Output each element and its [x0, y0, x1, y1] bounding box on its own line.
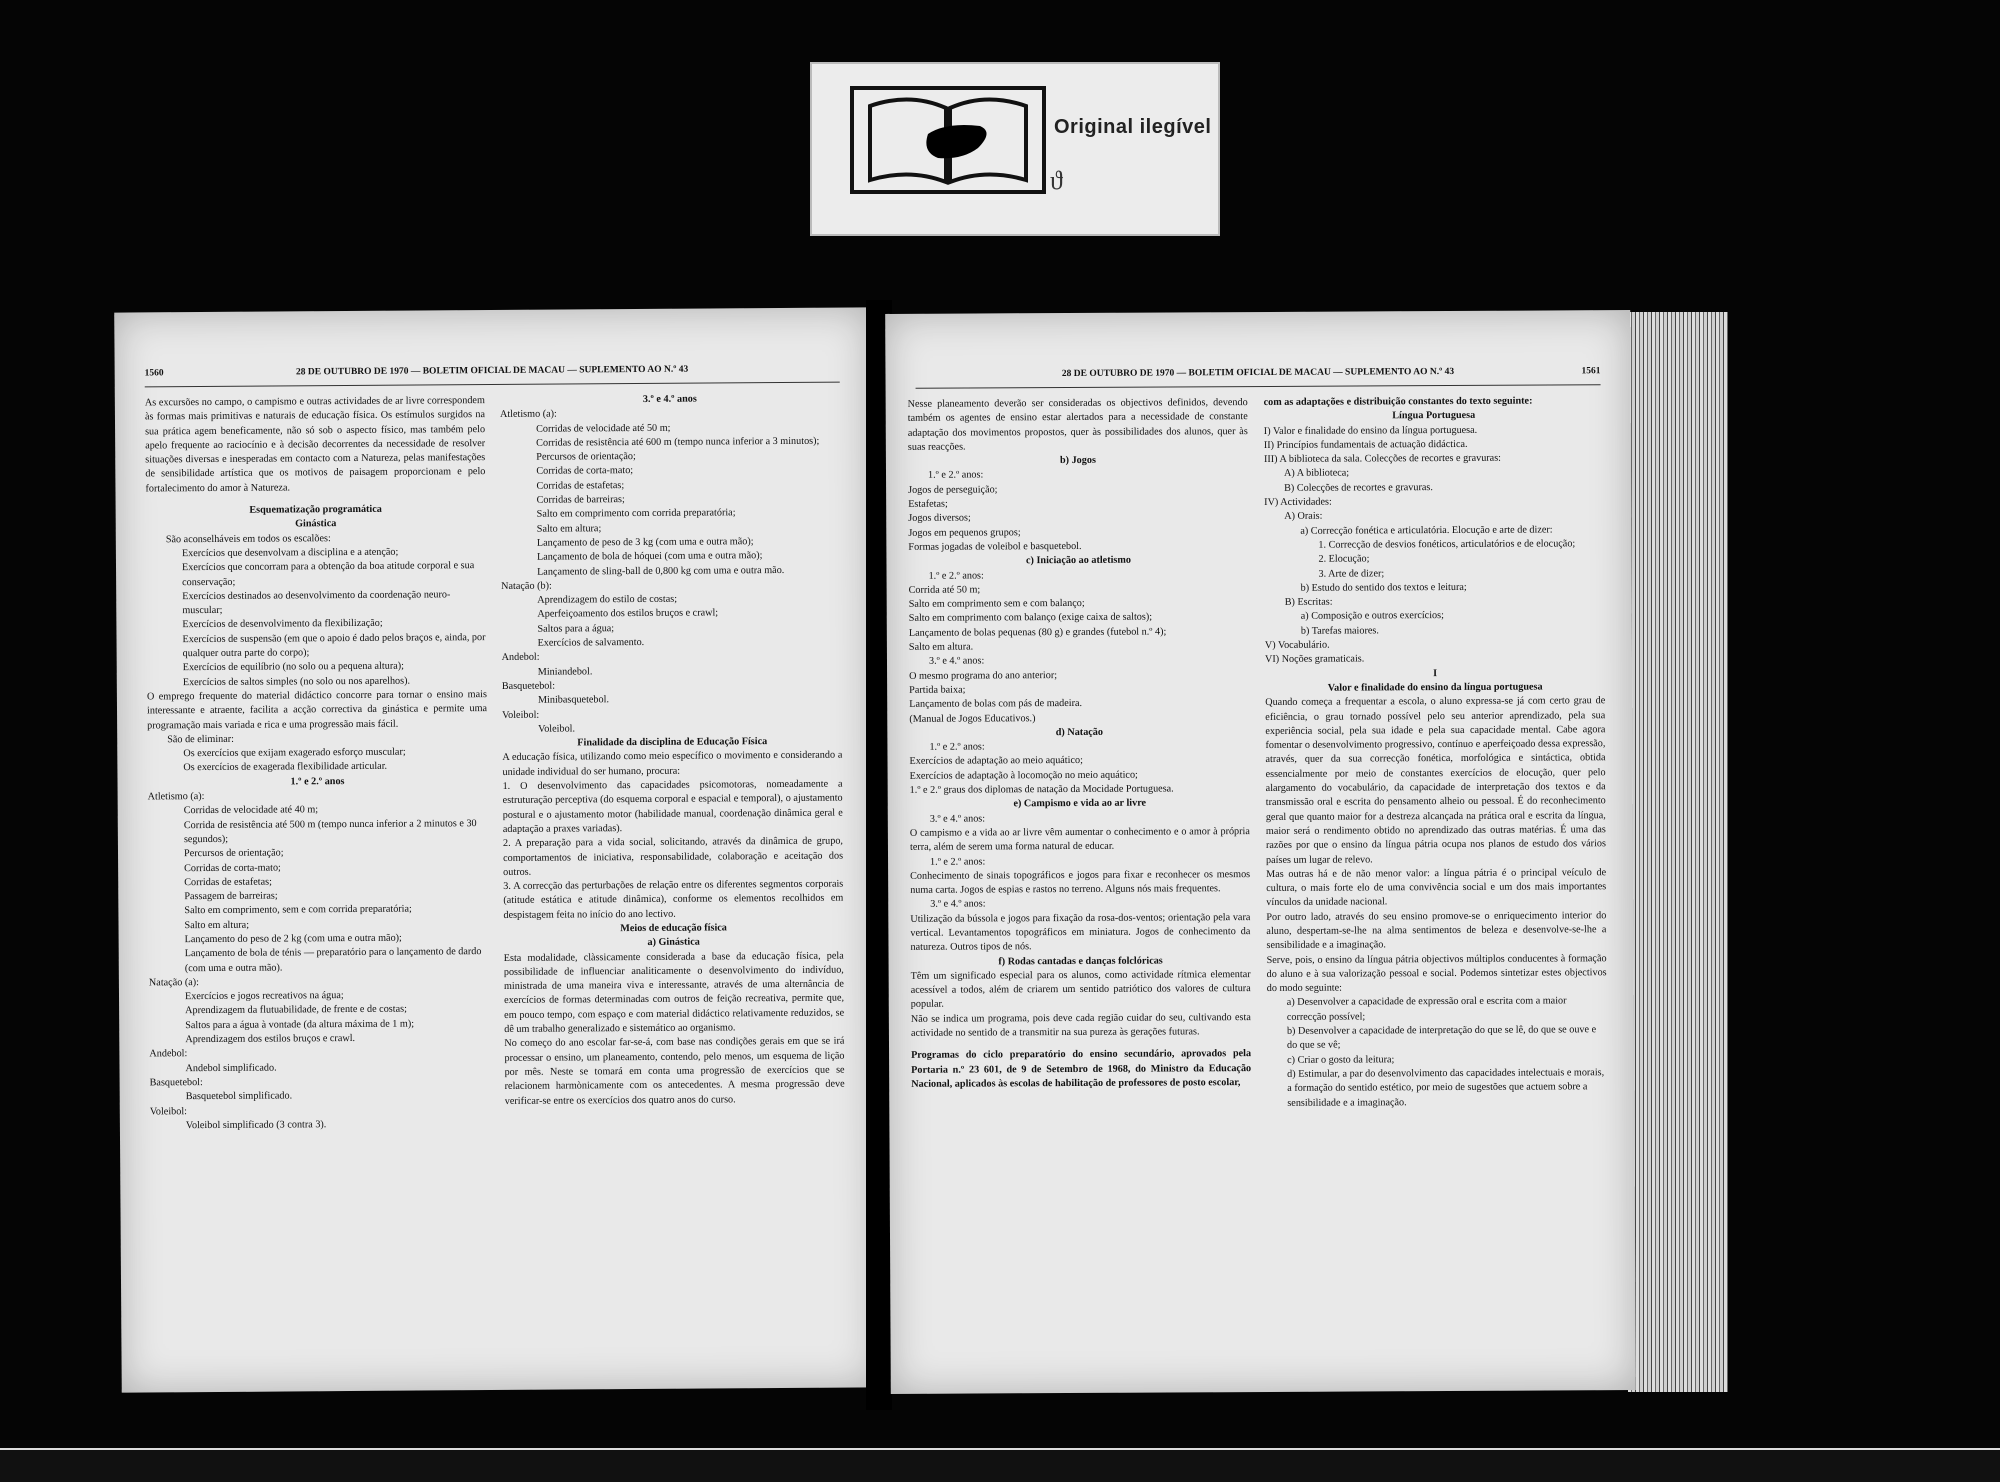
- text-line: 2. A preparação para a vida social, solicitando, através da dinâmica de grupo, comportamentos de iniciativa, responsabilidade, colaboração e aceitação dos outros.: [502, 835, 844, 878]
- text-line: Os exercícios de exagerada flexibilidade articular.: [183, 761, 388, 774]
- text-line: com as adaptações e distribuição constantes do texto seguinte:: [1263, 395, 1533, 408]
- text-line: Exercícios de adaptação ao meio aquático;: [909, 755, 1083, 768]
- text-line: 3.º e 4.º anos:: [929, 813, 986, 825]
- text-line: Lançamento de bolas pequenas (80 g) e grandes (futebol n.º 4);: [908, 626, 1167, 639]
- text-line: Basquetebol:: [149, 1077, 203, 1089]
- text-line: Percursos de orientação;: [183, 847, 284, 860]
- section-heading: Esquematização programática: [249, 503, 382, 516]
- text-line: Exercícios de desenvolvimento da flexibilização;: [182, 618, 383, 631]
- text-line: Lançamento de bolas com pás de madeira.: [909, 698, 1083, 711]
- text-line: 3. Arte de dizer;: [1318, 567, 1385, 580]
- text-line: 2. Elocução;: [1318, 553, 1370, 565]
- handwritten-mark: ϑ: [1050, 166, 1063, 195]
- text-line: Jogos diversos;: [908, 512, 971, 525]
- text-line: Lançamento de bola de ténis — preparatório para o lançamento de dardo (com uma e outra mão).: [184, 946, 482, 974]
- text-line: b) Estudo do sentido dos textos e leitura;: [1300, 581, 1467, 594]
- right-column-2: [1264, 394, 1609, 1372]
- text-line: V) Vocabulário.: [1264, 639, 1330, 652]
- right-page: [885, 310, 1636, 1394]
- text-line: Lançamento do peso de 2 kg (com uma e outra mão);: [184, 932, 402, 946]
- text-line: Salto em altura.: [908, 641, 974, 653]
- text-line: Serve, pois, o ensino da língua pátria objectivos múltiplos conducentes à formação do aluno e à sua valorização pessoal e social. Podemos sintetizar estes objectivos do modo seguinte:: [1266, 952, 1607, 995]
- text-line: Voleibol:: [502, 709, 540, 721]
- text-line: Utilização da bússola e jogos para fixação da rosa-dos-ventos; orientação pela vara vertical. Levantamentos topográficos em miniatura. Jogos de conhecimento da natureza. Outros tipos de nós.: [910, 911, 1251, 954]
- section-heading: e) Campismo e vida ao ar livre: [1013, 797, 1147, 810]
- text-line: Percursos de orientação;: [536, 451, 636, 463]
- text-line: Não se indica um programa, pois deve cada região cuidar do seu, cultivando esta actividade no sentido de a transmitir na sua pureza às gerações futuras.: [910, 1011, 1251, 1039]
- text-line: Corrida até 50 m;: [908, 584, 981, 596]
- text-line: Salto em comprimento, sem e com corrida preparatória;: [184, 903, 412, 917]
- text-line: 1.º e 2.º anos:: [929, 741, 985, 753]
- text-line: Saltos para a água à vontade (da altura máxima de 1 m);: [185, 1018, 415, 1031]
- text-line: Aprendizagem da flutuabilidade, de frente e de costas;: [185, 1004, 407, 1017]
- film-bottom-strip: [0, 1448, 2000, 1482]
- text-line: B) Escritas:: [1284, 596, 1333, 609]
- text-line: Aprendizagem do estilo de costas;: [537, 593, 678, 606]
- text-line: O emprego frequente do material didáctico concorre para tornar o ensino mais interessante e atraente, facilita a acção correctiva da ginástica e permite uma programação mais variada e rica e uma progressão mais fácil.: [146, 688, 488, 731]
- text-line: 1.º e 2.º graus dos diplomas de natação da Mocidade Portuguesa.: [909, 783, 1174, 796]
- text-line: Corridas de corta-mato;: [184, 861, 281, 874]
- text-line: Salto em comprimento sem e com balanço;: [908, 598, 1085, 610]
- section-heading: 3.º e 4.º anos: [642, 393, 697, 405]
- text-line: Aprendizagem dos estilos bruços e crawl.: [185, 1033, 356, 1046]
- text-line: Exercícios que desenvolvam a disciplina e a atenção;: [181, 546, 399, 560]
- text-line: Miniandebol.: [537, 665, 593, 678]
- open-book-icon: [850, 86, 1046, 194]
- text-line: Saltos para a água;: [537, 622, 615, 635]
- section-heading: b) Jogos: [1059, 455, 1096, 467]
- text-line: Jogos de perseguição;: [908, 484, 998, 496]
- text-line: Corridas de barreiras;: [536, 494, 625, 506]
- text-line: A) Orais:: [1284, 511, 1323, 523]
- text-line: Programas do ciclo preparatório do ensino secundário, aprovados pela Portaria n.º 23 601, de 9 de Setembro de 1968, do Ministro da Educação Nacional, aplicados às escolas de habilitação de professores de posto escolar,: [911, 1048, 1252, 1090]
- left-running-header: [145, 364, 840, 383]
- text-line: Nesse planeamento deverão ser consideradas os objectivos definidos, devendo também os agentes de ensino estar alertados para a necessidade de constante adaptação dos movimentos propostos, quer às possibilidades dos alunos, quer às suas reacções.: [907, 397, 1248, 453]
- text-line: Têm um significado especial para os alunos, como actividade rítmica elementar acessível a todos, além de criarem um sentido patriótico dos valores de cultura popular.: [910, 968, 1251, 1011]
- text-line: Atletismo (a):: [499, 408, 557, 421]
- text-line: 3.º e 4.º anos:: [928, 655, 985, 668]
- text-line: IV) Actividades:: [1264, 496, 1332, 509]
- text-line: O campismo e a vida ao ar livre vêm aumentar o conhecimento e o amor à própria terra, além de serem uma forma natural de educar.: [909, 825, 1250, 854]
- text-line: B) Colecções de recortes e gravuras.: [1284, 481, 1433, 494]
- text-line: Jogos em pequenos grupos;: [908, 526, 1021, 539]
- text-line: São aconselháveis em todos os escalões:: [165, 532, 331, 545]
- text-line: 1.º e 2.º anos:: [928, 570, 984, 582]
- right-column-1: [908, 396, 1253, 1374]
- text-line: 3. A correcção das perturbações de relação entre os diferentes segmentos corporais (atitude estática e atitude dinâmica), conforme os elementos recolhidos em despistagem feita no início do ano lectivo.: [503, 878, 844, 921]
- text-line: Corridas de velocidade até 40 m;: [183, 804, 319, 817]
- text-line: A) A biblioteca;: [1283, 468, 1350, 480]
- illegible-stamp: Original ilegível: [1054, 116, 1212, 138]
- text-line: Aperfeiçoamento dos estilos bruços e crawl;: [537, 607, 719, 621]
- left-header-text: 28 DE OUTUBRO DE 1970 — BOLETIM OFICIAL DE MACAU — SUPLEMENTO AO N.º 43: [296, 364, 689, 378]
- text-line: Andebol simplificado.: [185, 1062, 277, 1074]
- section-heading: 1.º e 2.º anos: [290, 775, 345, 788]
- text-line: 1. Correcção de desvios fonéticos, articulatórios e de elocução;: [1318, 538, 1576, 551]
- text-line: b) Tarefas maiores.: [1300, 625, 1379, 637]
- text-line: Por outro lado, através do seu ensino promove-se o enriquecimento interior do aluno, despertam-se-lhe na alma sentimentos de beleza e desenvolve-se-lhe a sensibilidade e a imaginação.: [1266, 909, 1607, 952]
- text-line: Exercícios de salvamento.: [537, 637, 645, 649]
- text-line: Os exercícios que exijam exagerado esforço muscular;: [183, 746, 406, 760]
- text-line: Voleibol:: [149, 1105, 188, 1117]
- text-line: Salto em altura;: [184, 919, 250, 931]
- text-line: Exercícios e jogos recreativos na água;: [184, 990, 344, 1003]
- text-line: Exercícios de saltos simples (no solo ou nos aparelhos).: [182, 675, 411, 688]
- text-line: I) Valor e finalidade do ensino da língua portuguesa.: [1263, 424, 1478, 437]
- text-line: Corridas de velocidade até 50 m;: [536, 422, 671, 435]
- text-line: d) Estimular, a par do desenvolvimento das capacidades intelectuais e morais, a formação do sentido estético, por meio de sugestões que actuem sobre a sensibilidade e a imaginação.: [1287, 1067, 1605, 1109]
- text-line: Exercícios de suspensão (em que o apoio é dado pelos braços e, ainda, por qualquer outra parte do corpo);: [182, 631, 486, 660]
- text-line: As excursões no campo, o campismo e outras actividades de ar livre correspondem às formas mais primitivas e naturais de educação física. Os estímulos surgidos na sua prática agem beneficamente, não só sob o aspecto físico, mas também pelo apelo frequente ao raciocínio e à decisão decorrentes da necessidade de resolver situações diversas e inesperadas em contacto com a Natureza, pelas manifestações de sensibilidade artística que os motivos de paisagem proporcionam e pelo fortalecimento do amor à Natureza.: [144, 395, 486, 495]
- text-line: Lançamento de sling-ball de 0,800 kg com uma e outra mão.: [537, 564, 785, 578]
- right-header-text: 28 DE OUTUBRO DE 1970 — BOLETIM OFICIAL DE MACAU — SUPLEMENTO AO N.º 43: [1061, 366, 1455, 380]
- text-line: 1.º e 2.º anos:: [930, 855, 986, 868]
- text-line: Exercícios destinados ao desenvolvimento da coordenação neuro-muscular;: [182, 589, 451, 617]
- left-page: [114, 307, 877, 1392]
- text-line: Quando começa a frequentar a escola, o aluno expressa-se já com certo grau de eficiência, o grau tornado possível pelo seu anterior aprendizado, pela sua experiência social, pela sua idade e pela sua capacidade mental. Cabe agora fomentar o desenvolvimento progressivo, contínuo e aperfeiçoado dessa expressão, através, quer da sua correcção fonética, morfológica e sintáctica, obtida essencialmente por meio de constantes exercícios de elocução, quer pelo alargamento do vocabulário, da capacidade de interpretação dos textos e da transmissão oral e escrita do pensamento alheio ou pessoal. É do reconhecimento geral que quanto maior for a destreza alcançada na prática oral e escrita da língua, maior será o rendimento obtido no aprendizado das outras matérias. É uma das razões por que o ensino da língua pátria ocupa nos planos de estudo dos vários países um lugar de relevo.: [1265, 695, 1606, 866]
- text-line: São de eliminar:: [167, 733, 235, 746]
- text-line: a) Composição e outros exercícios;: [1300, 610, 1444, 623]
- section-heading: d) Natação: [1055, 726, 1104, 738]
- text-line: Corridas de resistência até 600 m (tempo nunca inferior a 3 minutos);: [536, 435, 820, 449]
- text-line: III) A biblioteca da sala. Colecções de recortes e gravuras:: [1263, 452, 1502, 466]
- text-line: Passagem de barreiras;: [184, 890, 278, 903]
- text-line: Corridas de corta-mato;: [536, 465, 634, 478]
- section-heading: Meios de educação física: [620, 922, 727, 935]
- text-line: Corridas de estafetas;: [536, 479, 625, 492]
- text-line: Corrida de resistência até 500 m (tempo nunca inferior a 2 minutos e 30 segundos);: [183, 817, 477, 846]
- text-line: VI) Noções gramaticais.: [1264, 653, 1365, 666]
- text-line: II) Princípios fundamentais de actuação didáctica.: [1263, 438, 1468, 451]
- section-heading: c) Iniciação ao atletismo: [1025, 554, 1131, 567]
- text-line: Natação (b):: [501, 580, 552, 592]
- text-line: Lançamento de bola de hóquei (com uma e outra mão);: [536, 550, 763, 563]
- text-line: Partida baixa;: [909, 684, 966, 696]
- right-running-header: [915, 366, 1600, 384]
- left-column-2: [500, 392, 847, 1370]
- text-line: Andebol:: [149, 1048, 188, 1060]
- text-line: O mesmo programa do ano anterior;: [909, 669, 1058, 682]
- right-page-number: 1561: [1581, 366, 1601, 377]
- section-heading: Língua Portuguesa: [1392, 410, 1476, 422]
- text-line: 1. O desenvolvimento das capacidades psicomotoras, nomeadamente a estruturação perceptiva (do esquema corporal e espacial e temporal), o ajustamento postural e o ajustamento motor (habilidade manual, coordenação dinâmica geral e adaptação a praxes variadas).: [502, 778, 843, 835]
- text-line: (Manual de Jogos Educativos.): [909, 712, 1036, 725]
- text-line: Basquetebol simplificado.: [185, 1090, 293, 1103]
- text-line: Corridas de estafetas;: [184, 876, 272, 888]
- text-line: Voleibol.: [538, 723, 576, 735]
- text-line: Basquetebol:: [501, 680, 556, 692]
- section-heading: f) Rodas cantadas e danças folclóricas: [998, 955, 1163, 967]
- text-line: Exercícios de adaptação à locomoção no meio aquático;: [909, 769, 1138, 782]
- text-line: Esta modalidade, clàssicamente considerada a base da educação física, pela possibilidade de influenciar analiticamente o desenvolvimento do indivíduo, ministrada de uma maneira viva e interessante, através de uma alternância de exercícios de formas determinadas com outros de feição recreativa, permite que, em pouco tempo, com espaço e com material didáctico relativamente reduzidos, se dê um trabalho generalizado e sistemático ao organismo.: [503, 950, 845, 1036]
- section-heading: Valor e finalidade do ensino da língua portuguesa: [1327, 681, 1543, 694]
- section-heading: Ginástica: [295, 518, 337, 530]
- illegible-original-card: [810, 62, 1220, 236]
- left-header-rule: [145, 382, 840, 388]
- right-header-rule: [916, 384, 1601, 389]
- text-line: b) Desenvolver a capacidade de interpretação do que se lê, do que se ouve e do que se vê;: [1286, 1024, 1597, 1052]
- film-edge-line: [0, 1448, 2000, 1450]
- text-line: Mas outras há e de não menor valor: a língua pátria é o principal veículo de cultura, o mais forte elo de uma convivência social e um dos mais importantes vínculos da unidade nacional.: [1266, 866, 1607, 909]
- left-page-number: 1560: [144, 368, 164, 379]
- text-line: Salto em altura;: [536, 522, 602, 535]
- section-heading: I: [1433, 667, 1438, 679]
- book-fore-edge: [1628, 312, 1728, 1392]
- text-line: Formas jogadas de voleibol e basquetebol.: [908, 540, 1082, 553]
- text-line: 3.º e 4.º anos:: [930, 898, 986, 911]
- section-heading: a) Ginástica: [647, 936, 700, 949]
- text-line: Lançamento de peso de 3 kg (com uma e outra mão);: [536, 536, 754, 549]
- text-line: Andebol:: [501, 652, 540, 664]
- text-line: Atletismo (a):: [147, 791, 205, 803]
- text-line: Salto em comprimento com corrida preparatória;: [536, 507, 736, 521]
- text-line: No começo do ano escolar far-se-á, com base nas condições gerais em que se irá processar o ensino, um planeamento, contendo, pelo menos, um esquema de lição por mês. Neste se tomará em conta uma progressão de exercícios que se relacionem harmònicamente com os antecedentes. A mesma progressão deve verificar-se entre os exercícios dos quatro anos do curso.: [504, 1035, 845, 1107]
- text-line: Voleibol simplificado (3 contra 3).: [185, 1119, 327, 1132]
- section-heading: Finalidade da disciplina de Educação Física: [577, 736, 768, 749]
- text-line: Estafetas;: [908, 498, 948, 510]
- text-line: Salto em comprimento com balanço (exige caixa de saltos);: [908, 612, 1153, 625]
- text-line: a) Correcção fonética e articulatória. Elocução e arte de dizer:: [1300, 524, 1553, 537]
- text-line: Minibasquetebol.: [537, 694, 610, 706]
- text-line: a) Desenvolver a capacidade de expressão oral e escrita com a maior correcção possível;: [1286, 995, 1567, 1023]
- text-line: A educação física, utilizando como meio específico o movimento e considerando a unidade individual do ser humano, procura:: [502, 749, 843, 778]
- text-line: Exercícios que concorram para a obtenção da boa atitude corporal e sua conservação;: [181, 560, 475, 588]
- text-line: 1.º e 2.º anos:: [927, 469, 984, 482]
- text-line: c) Criar o gosto da leitura;: [1287, 1053, 1395, 1066]
- left-column-1: [145, 394, 492, 1372]
- text-line: Conhecimento de sinais topográficos e jogos para fixar e reconhecer os mesmos numa carta. Jogos de espias e rastos no terreno. Alguns nós mais frequentes.: [910, 868, 1251, 896]
- text-line: Natação (a):: [148, 976, 200, 989]
- text-line: Exercícios de equilíbrio (no solo ou a pequena altura);: [182, 660, 404, 674]
